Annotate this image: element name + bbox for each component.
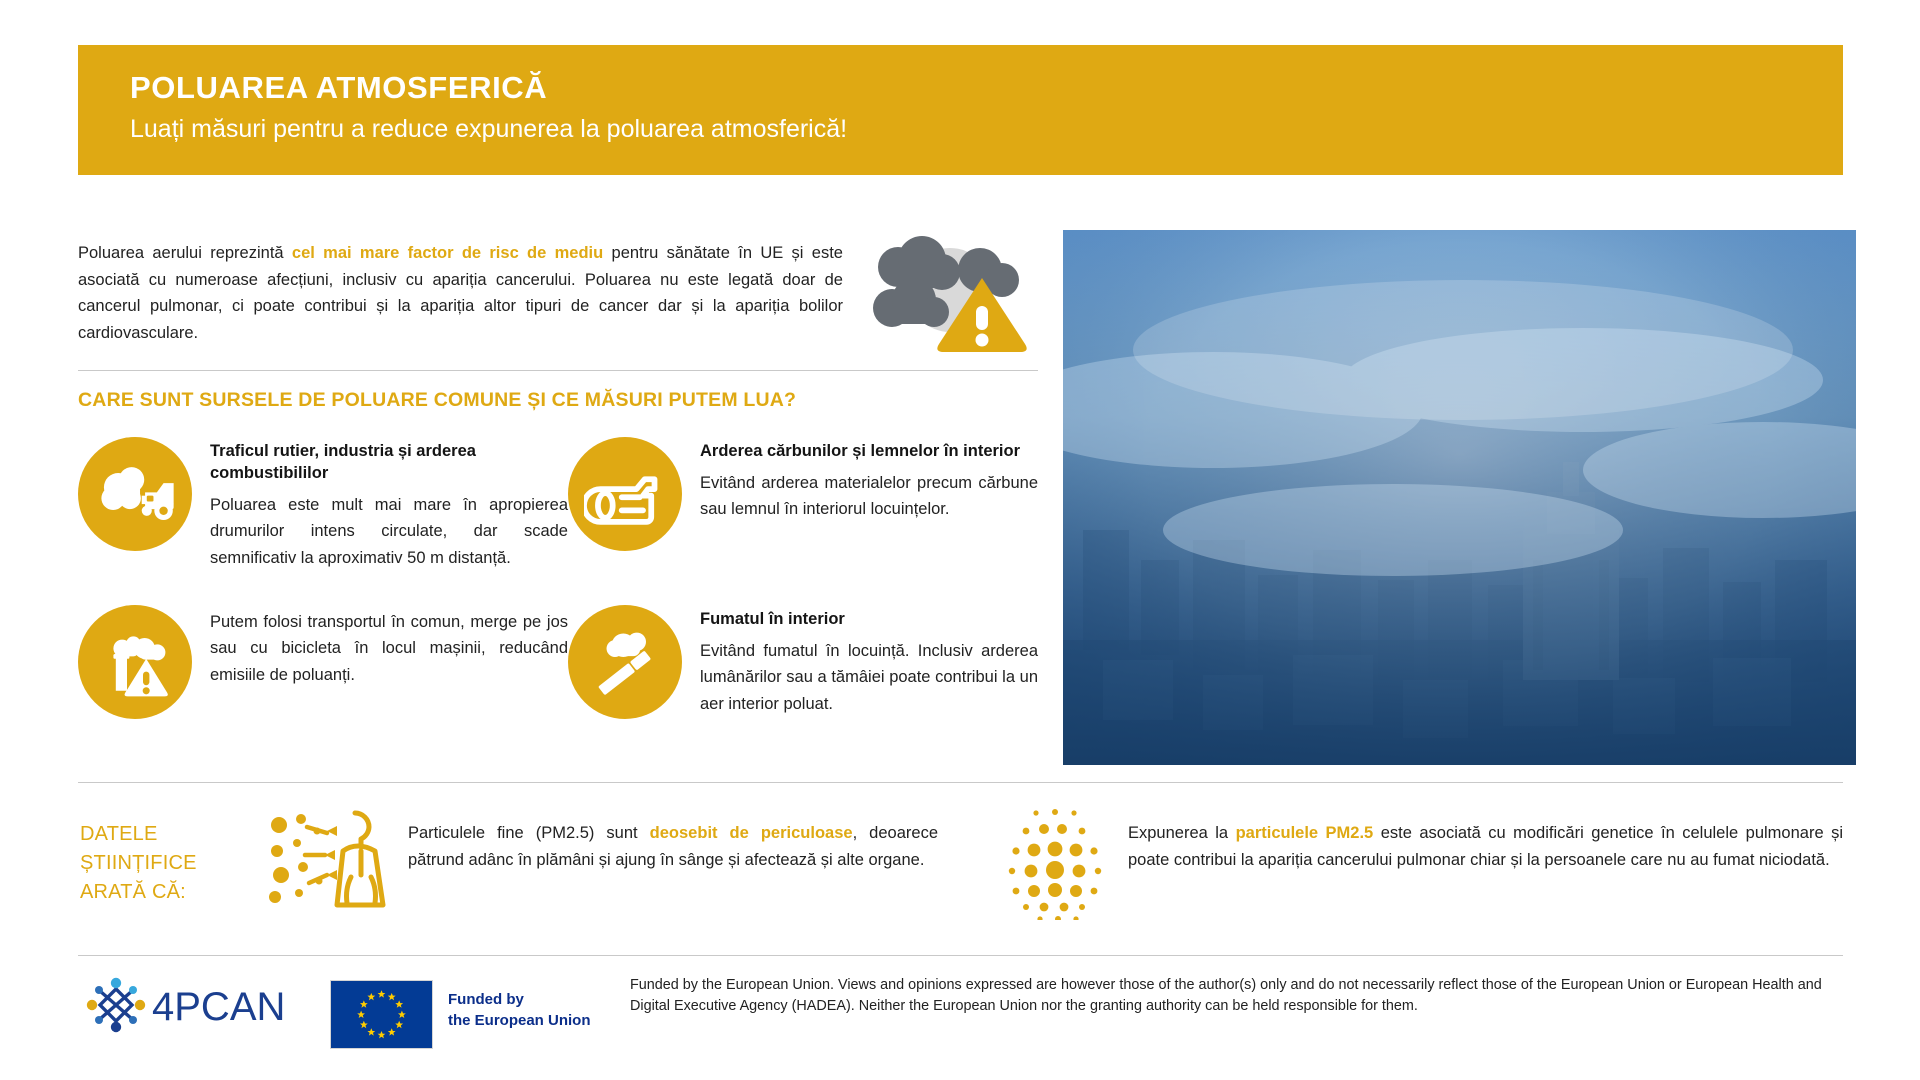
- science-label-line-1: DATELE: [80, 823, 158, 845]
- cigarette-smoke-icon: [568, 605, 682, 719]
- card-smoking-body: [700, 605, 1038, 717]
- science-label-line-3: ARATĂ CĂ:: [80, 881, 186, 903]
- card-traffic: [78, 437, 568, 571]
- card-indoor-burning: [568, 437, 1038, 571]
- section-heading: CARE SUNT SURSELE DE POLUARE COMUNE ȘI CE MĂSURI PUTEM LUA?: [78, 389, 797, 411]
- sources-card-grid: [78, 437, 1038, 719]
- card-indoor-burning-body: [700, 437, 1038, 523]
- card-transport-solution: [78, 605, 568, 719]
- eu-funded-label: [448, 990, 591, 1031]
- particle-dot-grid-icon: [1000, 805, 1110, 920]
- divider-footer: [78, 955, 1843, 956]
- science-text-a: [408, 820, 938, 874]
- card-grid-spacer: [78, 571, 1038, 605]
- intro-highlight: cel mai mare factor de risc de mediu: [291, 244, 604, 262]
- science-text-b: [1128, 820, 1843, 874]
- card-text: Poluarea este mult mai mare în apropierea drumurilor intens circulate, dar scade semnificativ la aproximativ 50 m distanță.: [210, 495, 568, 567]
- truck-exhaust-icon: [78, 437, 192, 551]
- science-a-highlight: deosebit de periculoase: [649, 824, 853, 842]
- logo-4pcan-text: 4PCAN: [152, 985, 286, 1029]
- card-indoor-smoking: [568, 605, 1038, 719]
- card-text: Putem folosi transportul în comun, merge pe jos sau cu bicicleta în locul mașinii, reducând emisiile de poluanți.: [210, 613, 568, 684]
- science-a-part1: Particulele fine (PM2.5) sunt: [408, 824, 650, 842]
- divider-intro: [78, 370, 1038, 371]
- science-label: [80, 820, 197, 907]
- footer-disclaimer: Funded by the European Union. Views and opinions expressed are however those of the author(s) only and do not necessarily reflect those of the European Union or European Health and Digital Executive Agency (HADEA). Neither the European Union nor the granting authority can be held responsible for them.: [630, 977, 1822, 1015]
- page-subtitle: Luați măsuri pentru a reduce expunerea la poluarea atmosferică!: [130, 115, 848, 144]
- card-title: Fumatul în interior: [700, 610, 845, 629]
- intro-paragraph: [78, 240, 843, 347]
- science-a-part2: , deoarece pătrund adânc în plămâni și ajung în sânge și afectează și alte organe.: [408, 824, 938, 869]
- card-traffic-body: [210, 437, 568, 571]
- card-text: Evitând fumatul în locuință. Inclusiv arderea lumânărilor sau a tămâiei poate contribui la un aer interior poluat.: [700, 641, 1038, 713]
- intro-part1: Poluarea aerului reprezintă: [78, 244, 292, 262]
- intro-block: [78, 240, 853, 347]
- science-b-part1: Expunerea la: [1128, 824, 1236, 842]
- logo-4pcan: [80, 975, 290, 1037]
- card-title: Traficul rutier, industria și arderea combustibililor: [210, 442, 476, 482]
- science-b-highlight: particulele PM2.5: [1235, 824, 1374, 842]
- card-text: Evitând arderea materialelor precum cărbune sau lemnul în interiorul locuințelor.: [700, 473, 1038, 519]
- log-firewood-icon: [568, 437, 682, 551]
- factory-warning-icon: [78, 605, 192, 719]
- card-transport-body: [210, 605, 568, 688]
- science-label-line-2: ȘTIINȚIFICE: [80, 852, 197, 874]
- eu-funded-line-1: Funded by: [448, 991, 524, 1008]
- smog-cloud-warning-icon: [862, 232, 1032, 352]
- aerial-city-smog-photo: [1063, 230, 1856, 765]
- card-row-2: [78, 605, 1038, 719]
- card-row-1: [78, 437, 1038, 571]
- card-title: Arderea cărbunilor și lemnelor în interior: [700, 442, 1021, 460]
- eu-flag-icon: [330, 980, 433, 1049]
- eu-funded-line-2: the European Union: [448, 1011, 591, 1029]
- page-title: POLUAREA ATMOSFERICĂ: [130, 70, 548, 105]
- divider-science: [78, 782, 1843, 783]
- page-header: [78, 45, 1843, 175]
- intro-part2: pentru sănătate în UE și este asociată cu numeroase afecțiuni, inclusiv cu apariția cancerului. Poluarea nu este legată doar de cancerul pulmonar, ci poate contribui și la apariția altor tipuri de cancer dar și la apariția bolilor cardiovasculare.: [78, 244, 843, 343]
- science-b-part2: este asociată cu modificări genetice în celulele pulmonare și poate contribui la apariția cancerului pulmonar chiar și la persoanele care nu au fumat niciodată.: [1128, 824, 1843, 869]
- lungs-particles-icon: [265, 805, 395, 915]
